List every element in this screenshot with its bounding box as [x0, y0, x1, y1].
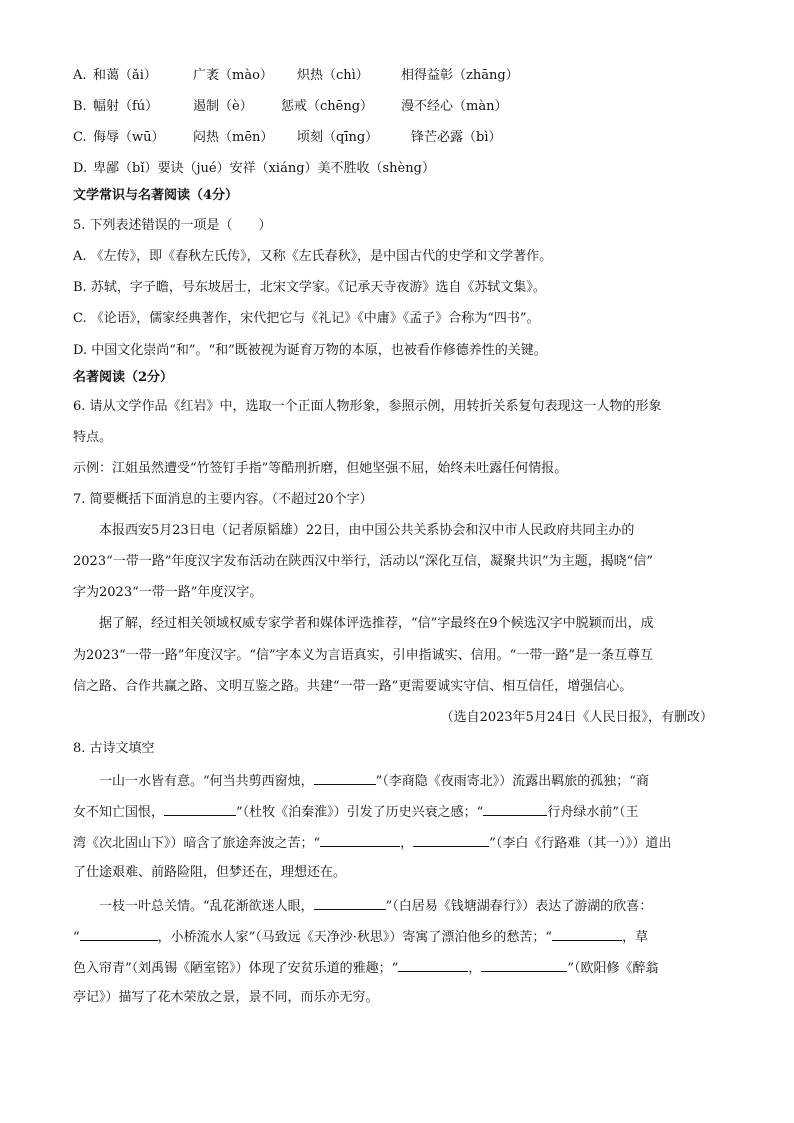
option-word: 遏制（è）: [193, 99, 253, 114]
text: 一枝一叶总关情。“乱花渐欲迷人眼，: [99, 899, 314, 914]
q8-line7: [73, 959, 723, 977]
q5-option-d: D. 中国文化崇尚“和”。“和”既被视为诞育万物的本原，也被看作修德养性的关键。: [73, 343, 547, 358]
text: ”（欧阳修《醉翁: [567, 961, 659, 976]
fill-blank[interactable]: [314, 897, 386, 910]
option-word: 炽热（chì）: [297, 68, 369, 83]
text: 一山一水皆有意。“何当共剪西窗烛，: [99, 774, 314, 789]
q4-option-c: [73, 130, 723, 146]
text: 湾《次北固山下》）暗含了旅途奔波之苦；“: [73, 836, 321, 851]
text: 色入帘青”（刘禹锡《陋室铭》）体现了安贫乐道的雅趣；“: [73, 961, 399, 976]
fill-blank[interactable]: [483, 803, 547, 816]
text: ，草: [622, 930, 649, 945]
q5-option-b: B. 苏轼，字子瞻，号东坡居士，北宋文学家。《记承天寺夜游》选自《苏轼文集》。: [73, 280, 546, 295]
q4-option-b: [73, 99, 723, 115]
option-label: D.: [73, 161, 88, 176]
option-word: 和蔼（ǎi）: [93, 68, 157, 83]
text: ，: [468, 961, 482, 976]
text: 行舟绿水前”（王: [547, 805, 639, 820]
section-heading-classic: 名著阅读（2分）: [73, 370, 174, 385]
fill-blank[interactable]: [413, 834, 489, 847]
text: ，小桥流水人家”（马致远《天净沙·秋思》）寄寓了漂泊他乡的愁苦；“: [157, 930, 553, 945]
text: ”（李白《行路难（其一）》）道出: [489, 836, 672, 851]
q8-line6: [73, 928, 723, 946]
option-word: 漫不经心（màn）: [401, 99, 508, 114]
text: ”（杜牧《泊秦淮》）引发了历史兴衰之感；“: [236, 805, 484, 820]
q5-stem: 5. 下列表述错误的一项是（ ）: [73, 218, 272, 233]
q6-stem-line1: 6. 请从文学作品《红岩》中，选取一个正面人物形象，参照示例，用转折关系复句表现这一人物的形象: [73, 399, 662, 414]
option-word: 顷刻（qīng）: [297, 130, 379, 145]
text: ”（李商隐《夜雨寄北》）流露出羁旅的孤独；“商: [375, 774, 649, 789]
q5-option-c: C. 《论语》，儒家经典著作，宋代把它与《礼记》《中庸》《孟子》合称为“四书”。: [73, 311, 540, 326]
q7-paragraph1-line3: 字为2023“一带一路”年度汉字。: [73, 585, 263, 600]
q8-line5: [73, 897, 723, 915]
q4-option-d: [73, 161, 723, 177]
q7-paragraph2-line1: 据了解，经过相关领域权威专家学者和媒体评选推荐，“信”字最终在9个候选汉字中脱颖而出，成: [99, 616, 654, 631]
option-label: A.: [73, 68, 87, 83]
q8-line1: [73, 772, 723, 790]
option-word: 幅射（fú）: [93, 99, 159, 114]
q4-option-a: [73, 68, 723, 84]
option-word: 侮辱（wū）: [93, 130, 165, 145]
section-heading-literature: 文学常识与名著阅读（4分）: [73, 188, 239, 203]
option-word: 惩戒（chēng）: [281, 99, 374, 114]
option-label: B.: [73, 99, 87, 114]
option-label: C.: [73, 130, 87, 145]
fill-blank[interactable]: [314, 772, 376, 785]
option-word: 卑鄙（bǐ）要诀（jué）安祥（xiáng）美不胜收（shèng）: [93, 161, 435, 176]
option-word: 相得益彰（zhāng）: [401, 68, 519, 83]
q7-source: （选自2023年5月24日《人民日报》，有删改）: [440, 710, 713, 725]
q7-paragraph1-line1: 本报西安5月23日电（记者原韬雄）22日，由中国公共关系协会和汉中市人民政府共同主办的: [99, 523, 635, 538]
q7-stem: 7. 简要概括下面消息的主要内容。（不超过20个字）: [73, 492, 373, 507]
fill-blank[interactable]: [398, 959, 468, 972]
fill-blank[interactable]: [320, 834, 400, 847]
fill-blank[interactable]: [481, 959, 567, 972]
fill-blank[interactable]: [80, 928, 158, 941]
q8-line4: 了仕途艰难、前路险阻，但梦还在，理想还在。: [73, 865, 347, 880]
q6-example: 示例：江姐虽然遭受“竹签钉手指”等酷刑折磨，但她坚强不屈，始终未吐露任何情报。: [73, 461, 568, 476]
text: ，: [400, 836, 414, 851]
q7-paragraph2-line3: 信之路、合作共赢之路、文明互鉴之路。共建“一带一路”更需要诚实守信、相互信任，增强信心。: [73, 679, 633, 694]
q8-line3: [73, 834, 723, 852]
fill-blank[interactable]: [552, 928, 622, 941]
q6-stem-line2: 特点。: [73, 430, 113, 445]
q7-paragraph2-line2: 为2023“一带一路”年度汉字。“信”字本义为言语真实，引申指诚实、信用。“一带一路”是一条互尊互: [73, 648, 653, 663]
q5-option-a: A. 《左传》，即《春秋左氏传》，又称《左氏春秋》，是中国古代的史学和文学著作。: [73, 249, 553, 264]
fill-blank[interactable]: [164, 803, 236, 816]
text: 女不知亡国恨，: [73, 805, 165, 820]
q8-line8: 亭记》）描写了花木荣放之景，景不同，而乐亦无穷。: [73, 990, 379, 1005]
text: ”（白居易《钱塘湖春行》）表达了游湖的欣喜：: [385, 899, 653, 914]
q8-line2: [73, 803, 723, 821]
q7-paragraph1-line2: 2023“一带一路”年度汉字发布活动在陕西汉中举行，活动以“深化互信，凝聚共识”为主题，揭晓“信”: [73, 554, 653, 569]
option-word: 广袤（mào）: [193, 68, 273, 83]
text: “: [73, 930, 80, 945]
option-word: 锋芒必露（bì）: [411, 130, 502, 145]
q8-stem: 8. 古诗文填空: [73, 741, 155, 756]
option-word: 闷热（mēn）: [193, 130, 274, 145]
